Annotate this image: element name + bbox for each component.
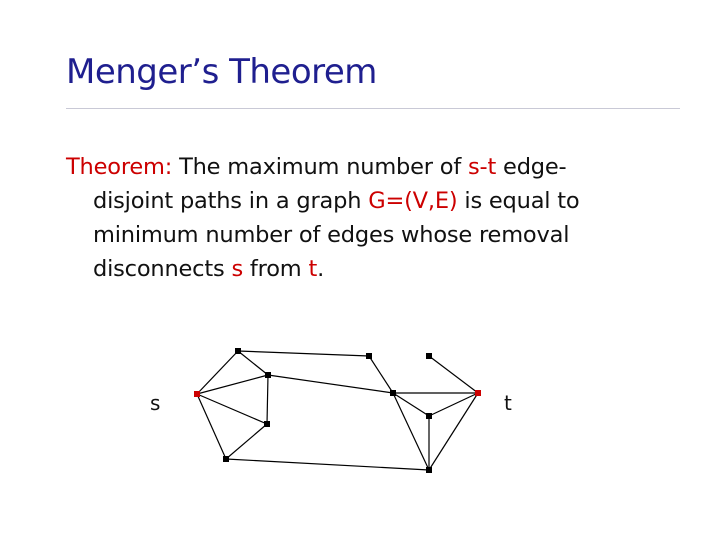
theorem-text: . — [317, 256, 325, 282]
graph-node — [235, 348, 241, 354]
graph-edge — [197, 351, 238, 394]
theorem-text: The maximum number of — [172, 154, 469, 180]
t-term: t — [308, 256, 318, 282]
graph-node — [390, 390, 396, 396]
graph-edge — [226, 459, 429, 470]
graph-node — [265, 372, 271, 378]
graph-edge — [197, 394, 226, 459]
graph-node — [264, 421, 270, 427]
graph-edge — [369, 356, 393, 393]
theorem-text: edge- — [496, 154, 567, 180]
theorem-text: disconnects — [93, 256, 232, 282]
theorem-text: disjoint paths in a graph — [93, 188, 369, 214]
graph-edge — [267, 375, 268, 424]
source-label: s — [150, 391, 161, 415]
theorem-text: minimum number of edges whose removal — [93, 222, 570, 248]
graph-node — [366, 353, 372, 359]
theorem-text: is equal to — [457, 188, 580, 214]
graph-nodes — [194, 348, 481, 473]
s-term: s — [231, 256, 243, 282]
graph-node — [223, 456, 229, 462]
graph-edge — [197, 394, 267, 424]
graph-node — [426, 467, 432, 473]
theorem-text: from — [242, 256, 309, 282]
graph-edge — [226, 424, 267, 459]
graph-edges — [197, 351, 478, 470]
graph-edge — [268, 375, 393, 393]
st-term: s-t — [468, 154, 497, 180]
graph-edge — [238, 351, 268, 375]
graph-edge — [238, 351, 369, 356]
graph-edge — [197, 375, 268, 394]
graph-node — [426, 413, 432, 419]
graph-notation: G=(V,E) — [368, 188, 458, 214]
sink-label: t — [504, 391, 512, 415]
theorem-lead: Theorem: — [66, 154, 173, 180]
graph-edge — [429, 356, 478, 393]
graph-node — [426, 353, 432, 359]
slide-title: Menger’s Theorem — [66, 52, 377, 92]
graph-node-s — [194, 391, 200, 397]
graph-node-t — [475, 390, 481, 396]
